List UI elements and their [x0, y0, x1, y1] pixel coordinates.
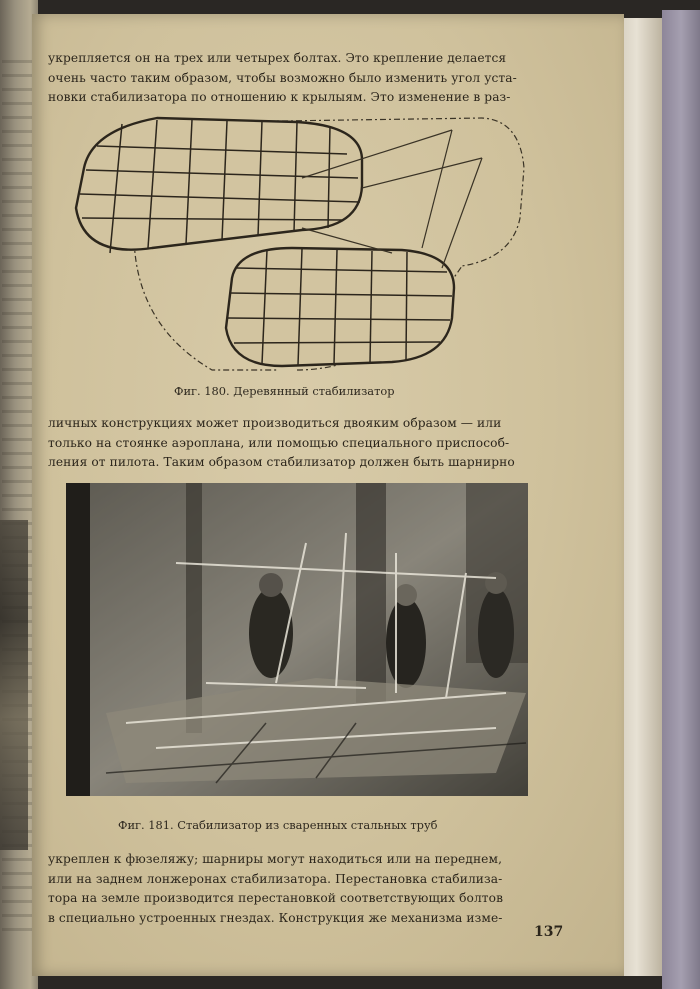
bottom-paragraph: [48, 850, 560, 928]
figure-180-wooden-stabilizer-drawing: [62, 108, 532, 376]
text-line: очень часто таким образом, чтобы возможно было изменить угол уста-: [48, 70, 517, 85]
top-paragraph: [48, 49, 560, 108]
figure-181-welded-stabilizer-photo: [66, 483, 528, 796]
text-line: новки стабилизатора по отношению к крылыям. Это изменение в раз-: [48, 90, 511, 104]
photo-illustration: [66, 483, 528, 796]
text-line: укрепляется он на трех или четырех болтах. Это крепление делается: [48, 51, 507, 65]
text-line: только на стоянке аэроплана, или помощью специального приспособ-: [48, 435, 510, 450]
middle-paragraph: [48, 414, 560, 473]
text-line: ления от пилота. Таким образом стабилизатор должен быть шарнирно: [48, 455, 515, 469]
figure-181-caption: Фиг. 181. Стабилизатор из сваренных стальных труб: [118, 818, 438, 832]
text-line: укреплен к фюзеляжу; шарниры могут находиться или на переднем,: [48, 852, 503, 866]
text-line: в специально устроенных гнездах. Конструкция же механизма изме-: [48, 910, 503, 925]
page-number: 137: [534, 924, 564, 940]
page-stack-edges: [622, 18, 664, 976]
text-line: или на заднем лонжеронах стабилизатора. Перестановка стабилиза-: [48, 871, 503, 886]
book-cover-edge: [662, 10, 700, 989]
text-line: тора на земле производится перестановкой соответствующих болтов: [48, 891, 504, 905]
figure-180-caption: Фиг. 180. Деревянный стабилизатор: [174, 384, 395, 398]
left-page-illustration: [0, 520, 28, 850]
text-line: личных конструкциях может производиться двояким образом — или: [48, 416, 502, 430]
